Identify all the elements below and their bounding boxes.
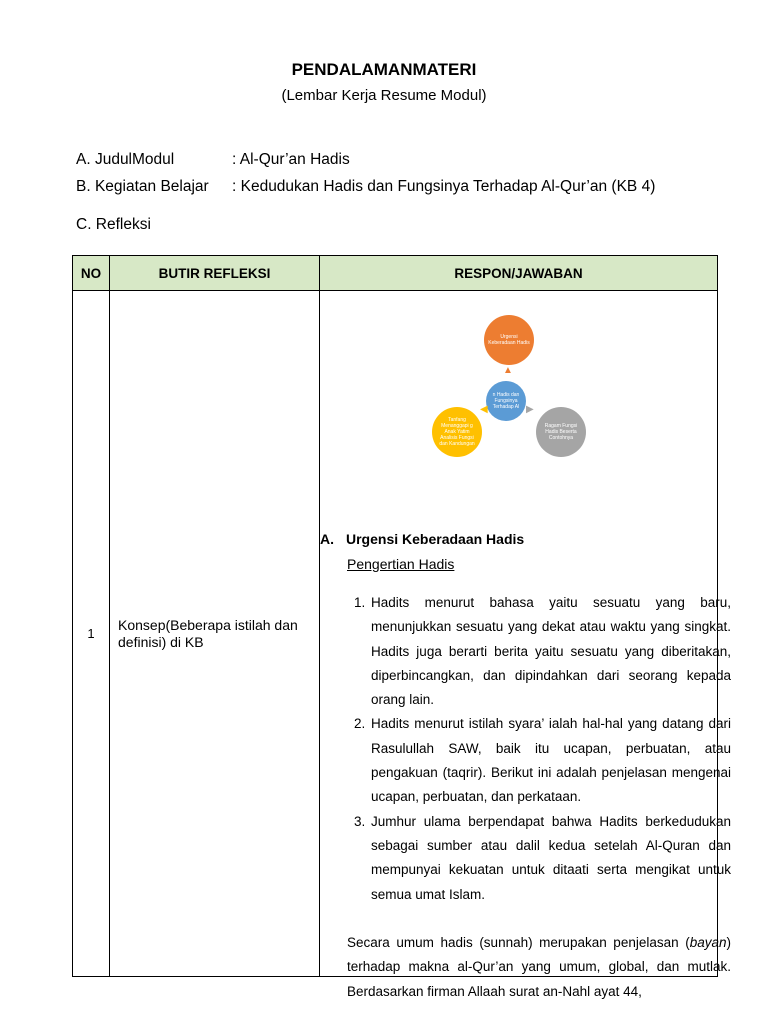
arrow-up-icon: ▲ (503, 365, 513, 376)
diagram-node-left: Tanfang Menanggapi g Anak Yatim Analisis Fungsi dan Kandungan (432, 407, 482, 457)
definition-list (347, 591, 731, 907)
list-item: 2. Hadits menurut istilah syara’ ialah hal-hal yang datang dari Rasulullah SAW, baik itu ucapan, perbuatan, atau pengakuan (taqrir). Berikut ini adalah penjelasan mengenai ucapan, perbuatan, dan perkataan. (369, 712, 731, 809)
cycle-diagram (420, 309, 590, 469)
arrow-left-icon: ◀ (480, 404, 488, 415)
list-item: 3. Jumhur ulama berpendapat bahwa Hadits berkedudukan sebagai sumber atau dalil kedua setelah Al-Quran dan mempunyai kekuatan untuk ditaati serta mengikat untuk semua umat Islam. (369, 810, 731, 907)
meta-judul (76, 151, 350, 169)
kegiatan-value: : Kedudukan Hadis dan Fungsinya Terhadap Al-Qur’an (KB 4) (232, 178, 656, 195)
diagram-node-right: Ragam Fungsi Hadis Beserta Contohnya (536, 407, 586, 457)
summary-paragraph (347, 931, 731, 1004)
arrow-right-icon: ▶ (526, 404, 534, 415)
row-respon (320, 291, 731, 999)
judul-value: : Al-Qur’an Hadis (232, 151, 350, 168)
para-text-end: ) terhadap makna al-Qur’an yang umum, global, dan mutlak. Berdasarkan firman Allaah surat an-Nahl ayat 44, (347, 935, 731, 999)
row-number: 1 (73, 291, 110, 977)
list-item: 1. Hadits menurut bahasa yaitu sesuatu yang baru, menunjukkan sesuatu yang dekat atau waktu yang singkat. Hadits juga berarti berita yaitu sesuatu yang diberitakan, diperbincangkan, dan dipindahkan dari seorang kepada orang lain. (369, 591, 731, 712)
section-heading (320, 531, 524, 547)
para-italic-term: bayan (689, 935, 727, 950)
kegiatan-label: B. Kegiatan Belajar (76, 178, 209, 195)
subheading: Pengertian Hadis (347, 556, 455, 572)
table-header-row (73, 256, 718, 291)
page-subtitle: (Lembar Kerja Resume Modul) (281, 87, 487, 104)
refleksi-label: C. Refleksi (76, 216, 151, 233)
diagram-node-center: n Hadis dan Fungsinya Terhadap Al (486, 381, 526, 421)
page-title: PENDALAMANMATERI (291, 60, 477, 79)
section-number: A. (320, 531, 334, 547)
header-no: NO (73, 256, 110, 291)
meta-kegiatan (76, 178, 655, 196)
row-butir: Konsep(Beberapa istilah dan definisi) di KB (110, 291, 320, 977)
judul-label: A. JudulModul (76, 151, 175, 168)
para-text-start: Secara umum hadis (sunnah) merupakan penjelasan ( (347, 935, 690, 950)
section-title: Urgensi Keberadaan Hadis (346, 531, 525, 547)
header-butir: BUTIR REFLEKSI (110, 256, 320, 291)
diagram-node-top: Urgensi Keberadaan Hadis (484, 315, 534, 365)
table-row (73, 291, 718, 977)
refleksi-table (72, 255, 731, 999)
header-respon: RESPON/JAWABAN (320, 256, 718, 291)
